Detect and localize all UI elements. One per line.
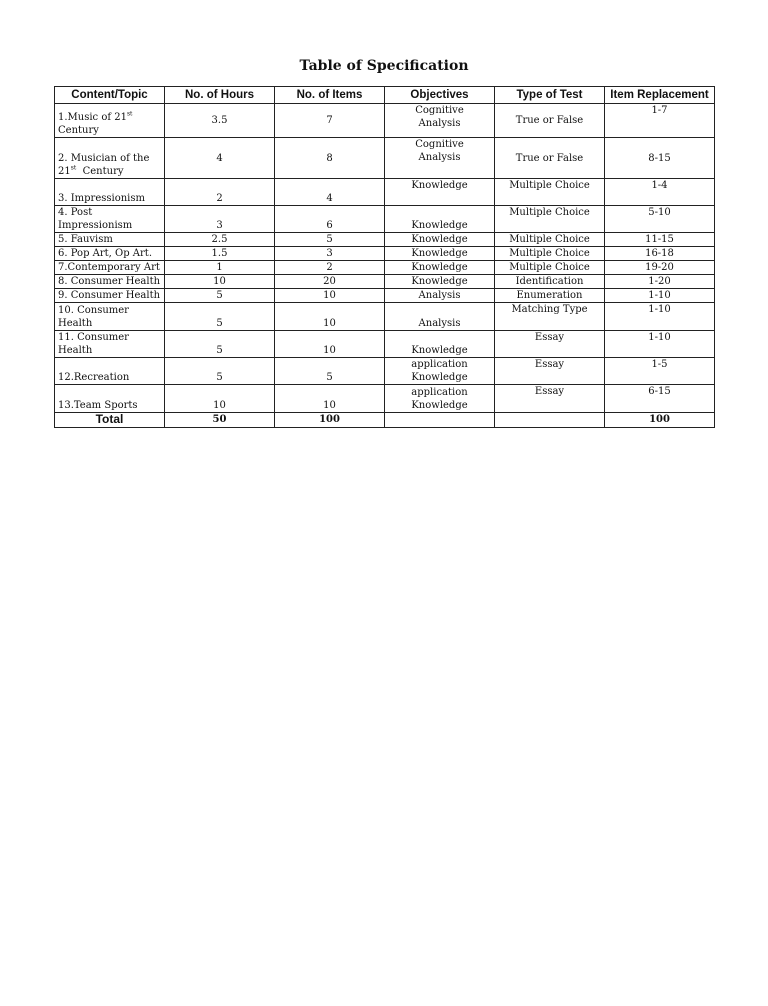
cell-items: 5 xyxy=(275,233,385,247)
cell-type: Multiple Choice xyxy=(495,206,605,233)
cell-replacement: 11-15 xyxy=(605,233,715,247)
table-row xyxy=(55,233,715,247)
cell-replacement: 1-10 xyxy=(605,303,715,331)
header-objectives: Objectives xyxy=(385,87,495,104)
cell-replacement: 5-10 xyxy=(605,206,715,233)
total-replacement: 100 xyxy=(605,413,715,428)
cell-items: 5 xyxy=(275,358,385,385)
header-replacement: Item Replacement xyxy=(605,87,715,104)
cell-objectives: Knowledge xyxy=(385,233,495,247)
cell-hours: 3.5 xyxy=(165,104,275,138)
cell-hours: 4 xyxy=(165,138,275,179)
cell-objectives: Knowledge xyxy=(385,206,495,233)
cell-hours: 2 xyxy=(165,179,275,206)
total-hours: 50 xyxy=(165,413,275,428)
cell-items: 8 xyxy=(275,138,385,179)
cell-type: True or False xyxy=(495,138,605,179)
total-objectives xyxy=(385,413,495,428)
cell-topic: 1.Music of 21st Century xyxy=(55,104,165,138)
cell-topic: 12.Recreation xyxy=(55,358,165,385)
cell-items: 7 xyxy=(275,104,385,138)
cell-items: 10 xyxy=(275,385,385,413)
cell-type: Essay xyxy=(495,331,605,358)
cell-items: 3 xyxy=(275,247,385,261)
cell-topic: 13.Team Sports xyxy=(55,385,165,413)
cell-objectives: Analysis xyxy=(385,289,495,303)
cell-hours: 1.5 xyxy=(165,247,275,261)
cell-topic: 11. Consumer Health xyxy=(55,331,165,358)
cell-hours: 10 xyxy=(165,385,275,413)
header-items: No. of Items xyxy=(275,87,385,104)
table-row xyxy=(55,275,715,289)
cell-replacement: 6-15 xyxy=(605,385,715,413)
header-hours: No. of Hours xyxy=(165,87,275,104)
cell-hours: 5 xyxy=(165,331,275,358)
table-row xyxy=(55,138,715,179)
cell-replacement: 1-4 xyxy=(605,179,715,206)
cell-type: Essay xyxy=(495,385,605,413)
cell-objectives: application Knowledge xyxy=(385,385,495,413)
cell-items: 20 xyxy=(275,275,385,289)
cell-type: Enumeration xyxy=(495,289,605,303)
cell-replacement: 1-7 xyxy=(605,104,715,138)
cell-replacement: 1-20 xyxy=(605,275,715,289)
table-row xyxy=(55,385,715,413)
cell-type: Essay xyxy=(495,358,605,385)
table-row xyxy=(55,331,715,358)
cell-hours: 2.5 xyxy=(165,233,275,247)
header-row xyxy=(55,87,715,104)
cell-items: 4 xyxy=(275,179,385,206)
table-row xyxy=(55,358,715,385)
cell-type: Matching Type xyxy=(495,303,605,331)
cell-items: 10 xyxy=(275,289,385,303)
cell-type: Multiple Choice xyxy=(495,247,605,261)
cell-topic: 10. Consumer Health xyxy=(55,303,165,331)
specification-table xyxy=(54,86,715,428)
cell-topic: 8. Consumer Health xyxy=(55,275,165,289)
cell-hours: 10 xyxy=(165,275,275,289)
cell-objectives: Knowledge xyxy=(385,179,495,206)
total-items: 100 xyxy=(275,413,385,428)
cell-type: Multiple Choice xyxy=(495,233,605,247)
cell-objectives: Knowledge xyxy=(385,331,495,358)
header-topic: Content/Topic xyxy=(55,87,165,104)
cell-type: Identification xyxy=(495,275,605,289)
cell-hours: 5 xyxy=(165,358,275,385)
cell-hours: 5 xyxy=(165,303,275,331)
cell-hours: 5 xyxy=(165,289,275,303)
cell-type: True or False xyxy=(495,104,605,138)
total-type xyxy=(495,413,605,428)
cell-replacement: 1-10 xyxy=(605,331,715,358)
cell-topic: 9. Consumer Health xyxy=(55,289,165,303)
cell-replacement: 1-10 xyxy=(605,289,715,303)
cell-type: Multiple Choice xyxy=(495,179,605,206)
cell-topic: 4. Post Impressionism xyxy=(55,206,165,233)
cell-objectives: Cognitive Analysis xyxy=(385,104,495,138)
table-row xyxy=(55,179,715,206)
cell-replacement: 19-20 xyxy=(605,261,715,275)
cell-hours: 3 xyxy=(165,206,275,233)
cell-type: Multiple Choice xyxy=(495,261,605,275)
table-row xyxy=(55,247,715,261)
cell-objectives: Knowledge xyxy=(385,247,495,261)
table-row xyxy=(55,289,715,303)
table-row xyxy=(55,104,715,138)
cell-topic: 3. Impressionism xyxy=(55,179,165,206)
cell-hours: 1 xyxy=(165,261,275,275)
page-title: Table of Specification xyxy=(299,58,469,74)
cell-topic: 5. Fauvism xyxy=(55,233,165,247)
cell-replacement: 1-5 xyxy=(605,358,715,385)
cell-replacement: 8-15 xyxy=(605,138,715,179)
cell-objectives: application Knowledge xyxy=(385,358,495,385)
cell-items: 2 xyxy=(275,261,385,275)
total-label: Total xyxy=(55,413,165,428)
cell-items: 6 xyxy=(275,206,385,233)
table-row xyxy=(55,303,715,331)
cell-objectives: Knowledge xyxy=(385,275,495,289)
table-row xyxy=(55,261,715,275)
cell-items: 10 xyxy=(275,331,385,358)
cell-items: 10 xyxy=(275,303,385,331)
cell-objectives: Analysis xyxy=(385,303,495,331)
cell-replacement: 16-18 xyxy=(605,247,715,261)
table-row xyxy=(55,206,715,233)
cell-objectives: Knowledge xyxy=(385,261,495,275)
cell-topic: 2. Musician of the 21st Century xyxy=(55,138,165,179)
total-row xyxy=(55,413,715,428)
cell-objectives: Cognitive Analysis xyxy=(385,138,495,179)
cell-topic: 7.Contemporary Art xyxy=(55,261,165,275)
cell-topic: 6. Pop Art, Op Art. xyxy=(55,247,165,261)
header-type: Type of Test xyxy=(495,87,605,104)
